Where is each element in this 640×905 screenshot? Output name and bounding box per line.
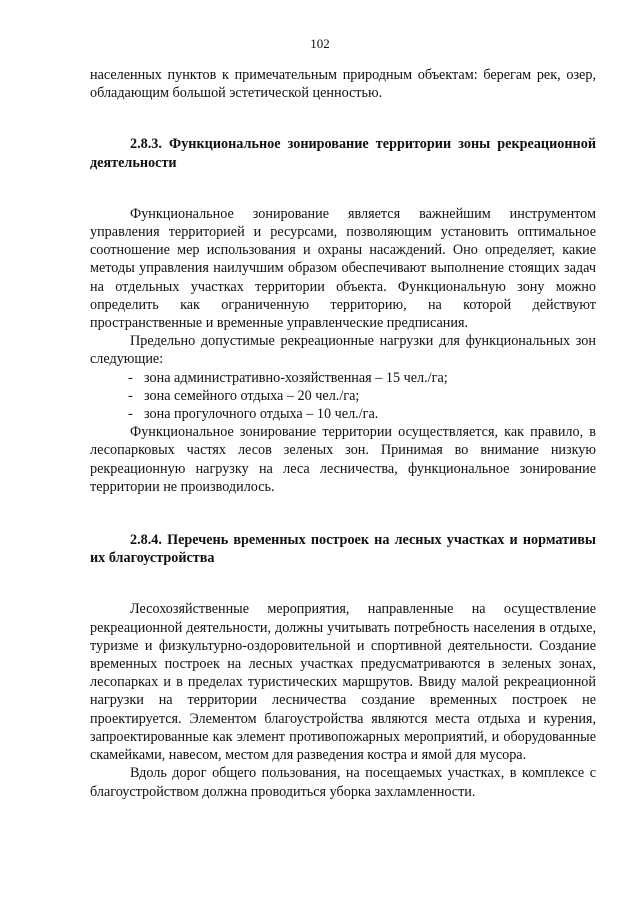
list-bullet: - (128, 406, 133, 423)
section-2-8-3-paragraph-1: Функциональное зонирование является важнейшим инструментом управления территорией и ресурсами, позволяющим установить оптимальное соотношение мер использования и охраны насаждений. Оно определяет, какие методы управления наилучшим образом обеспечивают выполнение стоящих задач на отдельных участках территории объекта. Функциональную зону можно определить как ограниченную территорию, на которой действуют пространственные и временные управленческие предписания. (90, 205, 596, 332)
list-bullet: - (128, 387, 133, 404)
list-item (90, 387, 596, 405)
page-number: 102 (310, 36, 330, 51)
list-item-text: зона прогулочного отдыха – 10 чел./га. (144, 406, 379, 423)
list-item (90, 369, 596, 387)
list-item-text: зона семейного отдыха – 20 чел./га; (144, 387, 360, 404)
recreational-load-list (90, 369, 596, 424)
intro-paragraph: населенных пунктов к примечательным природным объектам: берегам рек, озер, обладающим большой эстетической ценностью. (90, 67, 596, 102)
list-item (90, 405, 596, 423)
section-heading-2-8-4: 2.8.4. Перечень временных построек на лесных участках и нормативы их благоустройства (90, 532, 596, 567)
section-2-8-4-paragraph-2: Вдоль дорог общего пользования, на посещаемых участках, в комплексе с благоустройством должна проводиться уборка захламленности. (90, 765, 596, 800)
section-2-8-3-paragraph-2: Предельно допустимые рекреационные нагрузки для функциональных зон следующие: (90, 333, 596, 368)
section-2-8-3-paragraph-3: Функциональное зонирование территории осуществляется, как правило, в лесопарковых частях лесов зеленых зон. Принимая во внимание низкую рекреационную нагрузку на леса лесничества, функциональное зонирование территории не производилось. (90, 424, 596, 495)
section-2-8-4-paragraph-1: Лесохозяйственные мероприятия, направленные на осуществление рекреационной деятельности, должны учитывать потребность населения в отдыхе, туризме и физкультурно-оздоровительной и спортивной деятельности. Создание временных построек на лесных участках предусматриваются в зеленых зонах, лесопарках и в пределах туристических маршрутов. Ввиду малой рекреационной нагрузки на территории лесничества создание временных построек не проектируется. Элементом благоустройства являются места отдыха и курения, запроектированные как элемент противопожарных мероприятий, и оборудованные скамейками, навесом, местом для разведения костра и ямой для мусора. (90, 601, 596, 764)
page-content (90, 66, 596, 801)
list-item-text: зона административно-хозяйственная – 15 чел./га; (144, 369, 448, 386)
section-heading-2-8-3: 2.8.3. Функциональное зонирование территории зоны рекреационной деятельности (90, 136, 596, 171)
list-bullet: - (128, 369, 133, 386)
